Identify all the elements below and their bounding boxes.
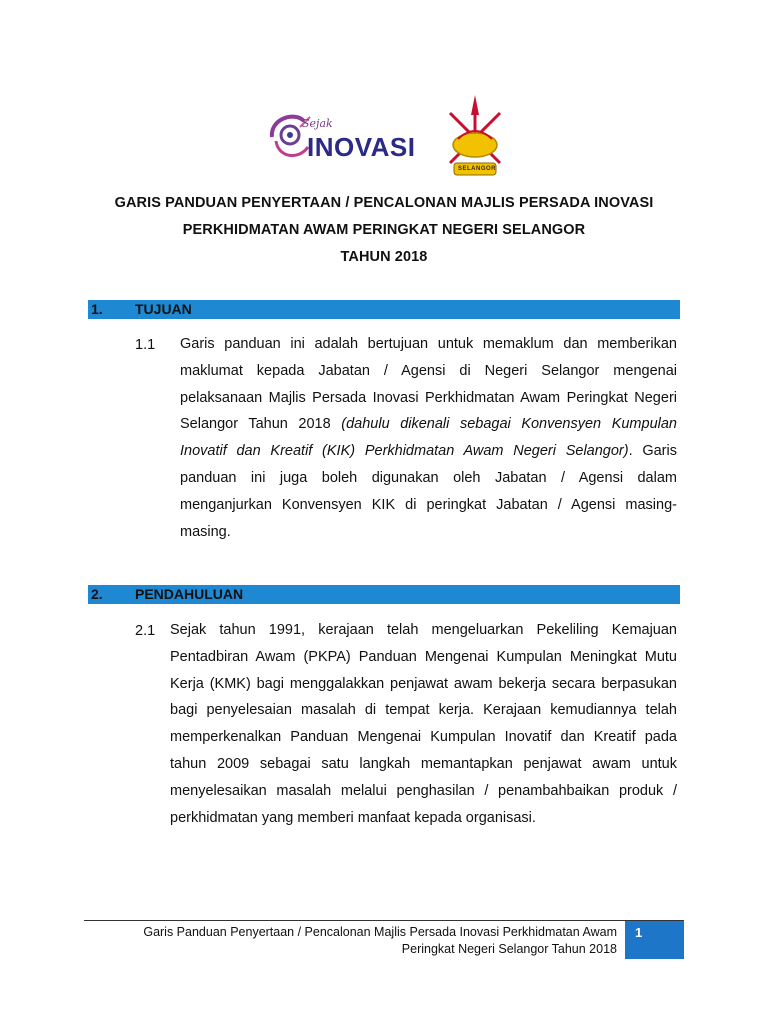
inovasi-logo <box>262 103 422 173</box>
paragraph-number: 2.1 <box>135 623 156 639</box>
inovasi-logo-word: INOVASI <box>307 132 416 162</box>
section-title: PENDAHULUAN <box>135 586 244 602</box>
section-header-pendahuluan <box>88 585 680 604</box>
section-header-tujuan <box>88 300 680 319</box>
section-number: 2. <box>91 586 103 602</box>
document-title-line-3: TAHUN 2018 <box>340 249 428 265</box>
page-number: 1 <box>635 925 643 940</box>
selangor-crest-logo <box>440 93 510 183</box>
paragraph-number: 1.1 <box>135 337 156 353</box>
footer-text-line-1: Garis Panduan Penyertaan / Pencalonan Majlis Persada Inovasi Perkhidmatan Awam <box>143 925 617 939</box>
footer-text-line-2: Peringkat Negeri Selangor Tahun 2018 <box>401 942 617 956</box>
paragraph-2-1: Sejak tahun 1991, kerajaan telah mengeluarkan Pekeliling Kemajuan Pentadbiran Awam (PKPA) Panduan Mengenai Kumpulan Meningkat Mutu Kerja (KMK) bagi menggalakkan penjawat awam bekerja secara berpasukan bagi penyelesaian masalah di tempat kerja. Kerajaan kemudiannya telah memperkenalkan Panduan Mengenai Kumpulan Inovatif dan Kreatif pada tahun 2009 sebagai satu langkah memantapkan penjawat awam untuk menyelesaikan masalah melalui penghasilan / penambahbaikan produk / perkhidmatan yang memberi manfaat kepada organisasi. <box>170 622 677 826</box>
footer-divider <box>84 920 684 921</box>
document-title-line-1: GARIS PANDUAN PENYERTAAN / PENCALONAN MAJLIS PERSADA INOVASI <box>114 195 654 211</box>
paragraph-1-1 <box>180 331 677 545</box>
crest-banner-text: SELANGOR <box>458 166 497 172</box>
paragraph-text: Garis panduan ini adalah bertujuan untuk memaklum dan memberikan maklumat kepada Jabatan / Agensi di Negeri Selangor mengenai pelaksanaan Majlis Persada Inovasi Perkhidmatan Awam Peringkat Negeri Selangor Tahun 2018 <box>180 336 677 433</box>
section-title: TUJUAN <box>135 301 192 317</box>
paragraph-text: . Garis panduan ini juga boleh digunakan oleh Jabatan / Agensi dalam menganjurkan Konvensyen KIK di peringkat Jabatan / Agensi masing-masing. <box>180 443 677 540</box>
page-number-badge <box>625 921 684 959</box>
paragraph-italic-text: (dahulu dikenali sebagai Konvensyen Kumpulan Inovatif dan Kreatif (KIK) Perkhidmatan Awam Negeri Selangor) <box>180 416 677 460</box>
document-title-line-2: PERKHIDMATAN AWAM PERINGKAT NEGERI SELANGOR <box>182 222 586 238</box>
inovasi-logo-small-text: Sejak <box>302 117 333 130</box>
section-number: 1. <box>91 301 103 317</box>
